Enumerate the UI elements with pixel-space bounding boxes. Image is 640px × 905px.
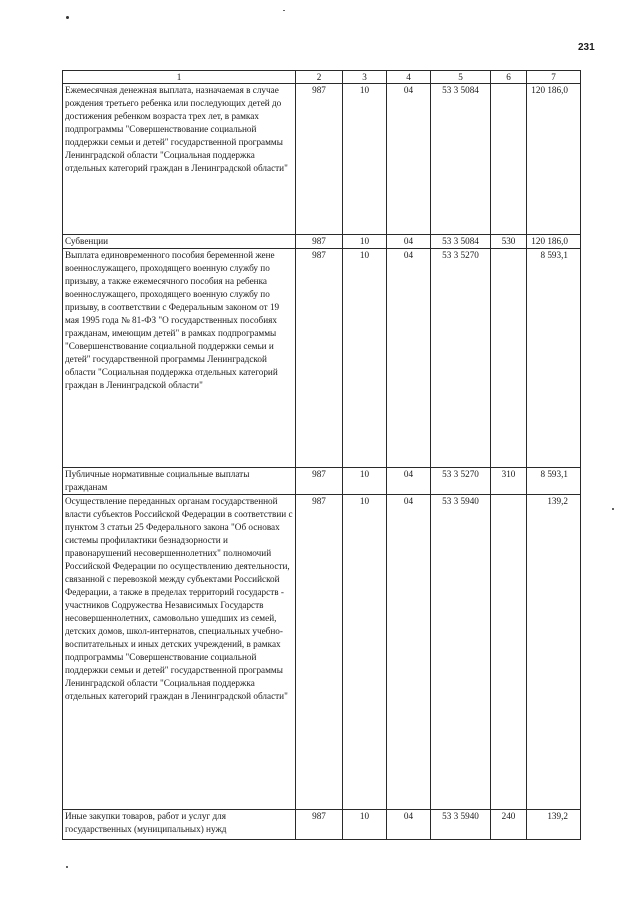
cell-section-code: 10 <box>343 249 387 468</box>
table-row <box>63 495 581 810</box>
row-description: Субвенции <box>63 235 296 249</box>
cell-amount: 8 593,1 <box>527 468 581 495</box>
scan-speck <box>283 10 285 11</box>
row-description: Выплата единовременного пособия беременной жене военнослужащего, проходящего военную службу по призыву, а также ежемесячного пособия на ребенка военнослужащего, проходящего военную службу по призыву, в соответствии с Федеральным законом от 19 мая 1995 года № 81-ФЗ "О государственных пособиях гражданам, имеющим детей" в рамках подпрограммы "Совершенствование социальной поддержки семьи и детей" государственной программы Ленинградской области "Социальная поддержка отдельных категорий граждан в Ленинградской области" <box>63 249 296 468</box>
cell-amount: 8 593,1 <box>527 249 581 468</box>
cell-subsection-code: 04 <box>387 84 431 235</box>
cell-amount: 139,2 <box>527 495 581 810</box>
cell-subsection-code: 04 <box>387 249 431 468</box>
cell-expense-type <box>491 495 527 810</box>
table-row <box>63 235 581 249</box>
table-row <box>63 810 581 840</box>
cell-section-code: 10 <box>343 468 387 495</box>
table-row <box>63 84 581 235</box>
scan-speck <box>66 866 68 868</box>
header-cell: 2 <box>296 71 343 84</box>
row-description: Иные закупки товаров, работ и услуг для государственных (муниципальных) нужд <box>63 810 296 840</box>
cell-target-article: 53 3 5270 <box>431 249 491 468</box>
cell-subsection-code: 04 <box>387 810 431 840</box>
cell-target-article: 53 3 5084 <box>431 235 491 249</box>
cell-section-code: 10 <box>343 495 387 810</box>
cell-expense-type <box>491 249 527 468</box>
cell-amount: 120 186,0 <box>527 84 581 235</box>
row-description: Ежемесячная денежная выплата, назначаемая в случае рождения третьего ребенка или последующих детей до достижения ребенком возраста трех лет, в рамках подпрограммы "Совершенствование социальной поддержки семьи и детей" государственной программы Ленинградской области "Социальная поддержка отдельных категорий граждан в Ленинградской области" <box>63 84 296 235</box>
cell-subsection-code: 04 <box>387 468 431 495</box>
cell-ministry-code: 987 <box>296 249 343 468</box>
cell-expense-type: 530 <box>491 235 527 249</box>
cell-section-code: 10 <box>343 810 387 840</box>
cell-amount: 120 186,0 <box>527 235 581 249</box>
header-cell: 5 <box>431 71 491 84</box>
cell-target-article: 53 3 5940 <box>431 810 491 840</box>
cell-ministry-code: 987 <box>296 84 343 235</box>
header-cell: 3 <box>343 71 387 84</box>
cell-amount: 139,2 <box>527 810 581 840</box>
budget-table <box>62 70 581 840</box>
row-description: Осуществление переданных органам государственной власти субъектов Российской Федерации в соответствии с пунктом 3 статьи 25 Федерального закона "Об основах системы профилактики безнадзорности и правонарушений несовершеннолетних" полномочий Российской Федерации по осуществлению деятельности, связанной с перевозкой между субъектами Российской Федерации, а также в пределах территорий государств - участников Содружества Независимых Государств несовершеннолетних, самовольно ушедших из семей, детских домов, школ-интернатов, специальных учебно-воспитательных и иных детских учреждений, в рамках подпрограммы "Совершенствование социальной поддержки семьи и детей" государственной программы Ленинградской области "Социальная поддержка отдельных категорий граждан в Ленинградской области" <box>63 495 296 810</box>
row-description: Публичные нормативные социальные выплаты гражданам <box>63 468 296 495</box>
cell-subsection-code: 04 <box>387 495 431 810</box>
cell-expense-type <box>491 84 527 235</box>
cell-section-code: 10 <box>343 84 387 235</box>
header-cell: 4 <box>387 71 431 84</box>
table-row <box>63 249 581 468</box>
cell-target-article: 53 3 5084 <box>431 84 491 235</box>
header-cell: 7 <box>527 71 581 84</box>
cell-ministry-code: 987 <box>296 468 343 495</box>
cell-expense-type: 240 <box>491 810 527 840</box>
table-row <box>63 468 581 495</box>
header-cell: 1 <box>63 71 296 84</box>
cell-section-code: 10 <box>343 235 387 249</box>
header-cell: 6 <box>491 71 527 84</box>
table-header-row <box>63 71 581 84</box>
cell-target-article: 53 3 5940 <box>431 495 491 810</box>
cell-target-article: 53 3 5270 <box>431 468 491 495</box>
cell-expense-type: 310 <box>491 468 527 495</box>
scan-speck <box>66 16 69 19</box>
cell-subsection-code: 04 <box>387 235 431 249</box>
page-number: 231 <box>578 42 595 53</box>
cell-ministry-code: 987 <box>296 235 343 249</box>
cell-ministry-code: 987 <box>296 495 343 810</box>
cell-ministry-code: 987 <box>296 810 343 840</box>
scan-speck <box>612 508 614 510</box>
